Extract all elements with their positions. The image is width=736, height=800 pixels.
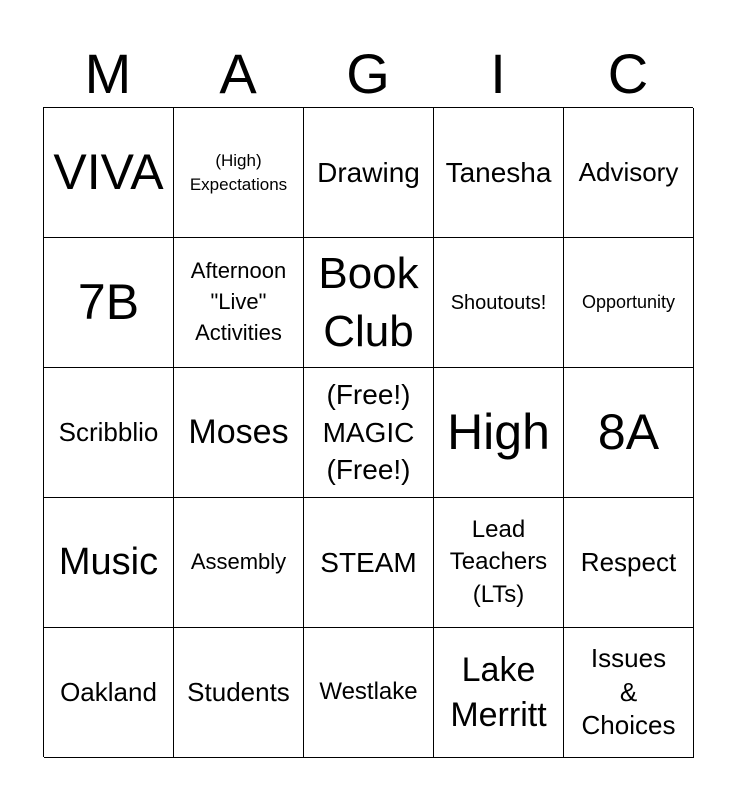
header-letter-m: M — [84, 42, 132, 105]
bingo-cell[interactable] — [564, 238, 694, 368]
bingo-cell[interactable] — [564, 108, 694, 238]
bingo-cell[interactable] — [564, 498, 694, 628]
cell-label: Oakland — [60, 676, 157, 707]
cell-label: Opportunity — [581, 291, 676, 312]
bingo-header — [43, 40, 693, 108]
bingo-cell[interactable] — [304, 108, 434, 238]
bingo-cell[interactable] — [304, 498, 434, 628]
bingo-cell[interactable] — [564, 368, 694, 498]
cell-label: 7B — [77, 273, 140, 330]
bingo-cell[interactable] — [434, 238, 564, 368]
cell-label: Advisory — [578, 156, 679, 187]
cell-label: Lead Teachers (LTs) — [449, 515, 548, 608]
cell-label: (High) Expectations — [189, 150, 288, 194]
cell-label: Students — [187, 676, 290, 707]
bingo-cell[interactable] — [174, 368, 304, 498]
cell-label: Lake Merritt — [450, 651, 547, 734]
cell-label: High — [447, 403, 550, 460]
bingo-cell[interactable] — [174, 238, 304, 368]
cell-label: Music — [58, 540, 159, 583]
bingo-cell[interactable] — [174, 498, 304, 628]
header-letter-c: C — [607, 42, 649, 105]
bingo-cell[interactable] — [44, 368, 174, 498]
bingo-cell[interactable] — [174, 108, 304, 238]
cell-label: Westlake — [319, 678, 418, 706]
header-letter-i: I — [490, 42, 506, 105]
bingo-cell[interactable] — [434, 368, 564, 498]
header-letter-g: G — [346, 42, 390, 105]
cell-label: STEAM — [320, 546, 417, 578]
cell-label: Scribblio — [58, 416, 159, 447]
cell-label: Afternoon "Live" Activities — [190, 258, 287, 345]
bingo-cell[interactable] — [434, 108, 564, 238]
bingo-cell[interactable] — [434, 628, 564, 758]
cell-label: Assembly — [190, 549, 287, 575]
bingo-cell[interactable] — [304, 368, 434, 498]
cell-label: (Free!) MAGIC (Free!) — [322, 378, 415, 486]
bingo-cell[interactable] — [304, 238, 434, 368]
bingo-cell[interactable] — [304, 628, 434, 758]
cell-label: Issues & Choices — [581, 642, 676, 741]
cell-label: Respect — [580, 546, 677, 577]
cell-label: VIVA — [53, 143, 164, 200]
bingo-cell[interactable] — [44, 108, 174, 238]
cell-label: Drawing — [317, 156, 420, 188]
bingo-cell[interactable] — [44, 628, 174, 758]
cell-label: Tanesha — [445, 156, 552, 188]
cell-label: 8A — [597, 403, 660, 460]
bingo-cell[interactable] — [174, 628, 304, 758]
cell-label: Shoutouts! — [450, 291, 547, 314]
bingo-cell[interactable] — [564, 628, 694, 758]
bingo-cell[interactable] — [44, 238, 174, 368]
cell-label: Moses — [188, 413, 289, 452]
bingo-card — [43, 107, 693, 757]
bingo-cell[interactable] — [44, 498, 174, 628]
cell-label: Book Club — [318, 249, 419, 356]
bingo-cell[interactable] — [434, 498, 564, 628]
header-letter-a: A — [219, 42, 257, 105]
